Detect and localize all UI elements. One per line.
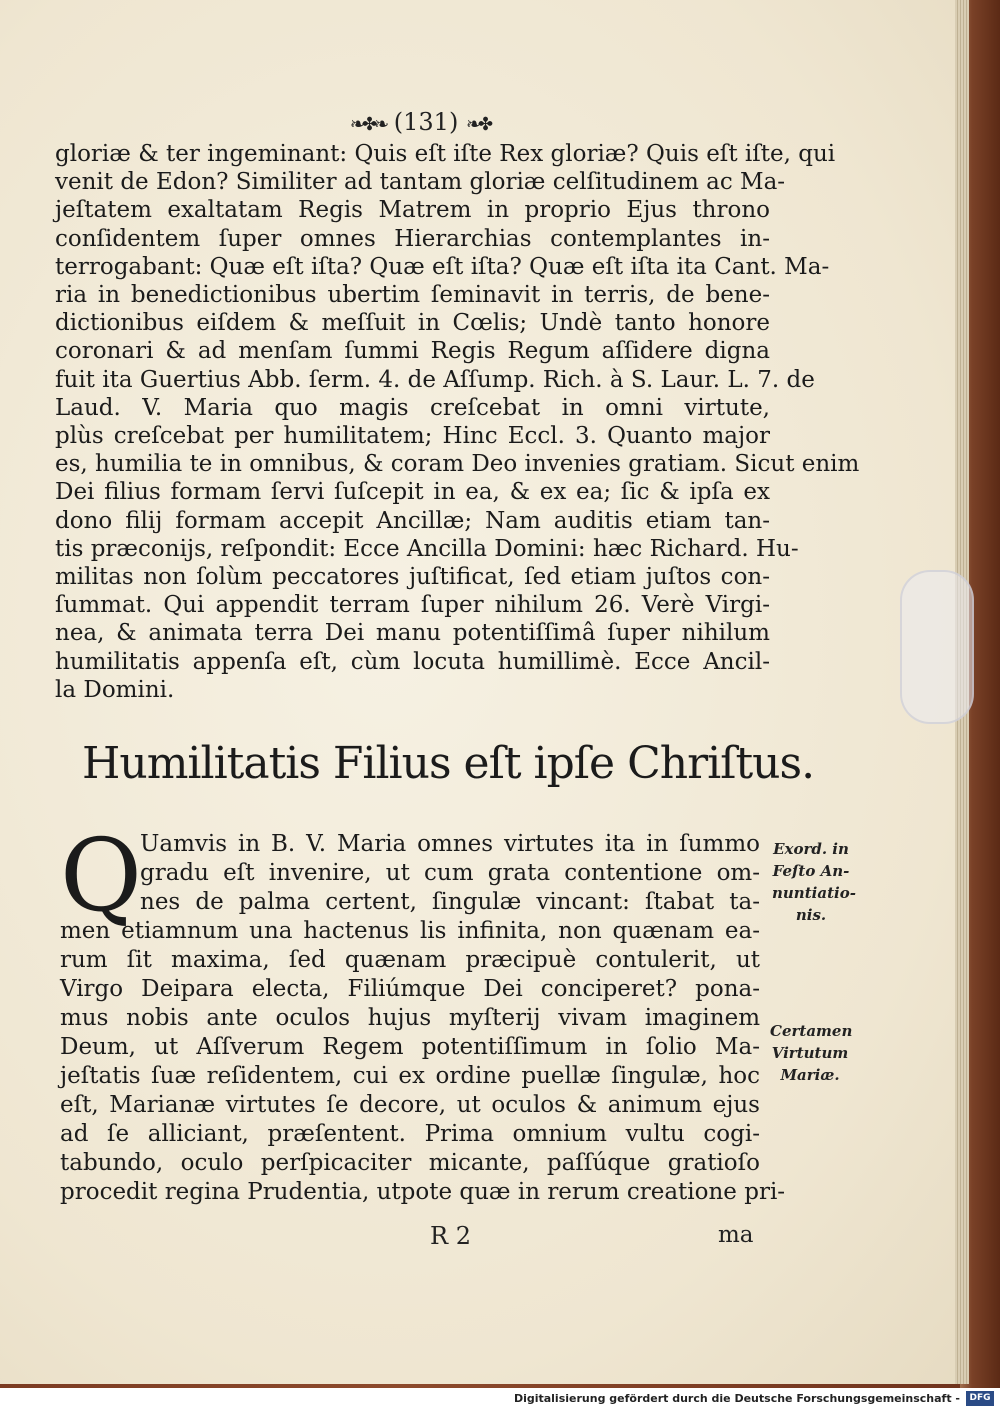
text-line: nes de palma certent, ſingulæ vincant: ſtabat ta- xyxy=(140,889,760,915)
ornament-left-icon: ❧✤❧ xyxy=(349,114,387,135)
text-line: militas non ſolùm peccatores juſtificat, ſed etiam juſtos con- xyxy=(55,564,770,591)
text-line: eſt, Marianæ virtutes ſe decore, ut oculos & animum ejus xyxy=(60,1092,760,1118)
text-line: procedit regina Prudentia, utpote quæ in rerum creatione pri- xyxy=(60,1179,786,1205)
text-line: conſidentem ſuper omnes Hierarchias contemplantes in- xyxy=(55,225,770,252)
text-line: dictionibus eiſdem & meſſuit in Cœlis; Undè tanto honore xyxy=(55,310,770,337)
text-line: Uamvis in B. V. Maria omnes virtutes ita in ſummo xyxy=(140,831,760,857)
text-line: rum ſit maxima, ſed quænam præcipuè contulerit, ut xyxy=(60,947,760,973)
catchword: ma xyxy=(718,1222,754,1248)
text-line: gloriæ & ter ingeminant: Quis eſt iſte Rex gloriæ? Quis eſt iſte, qui xyxy=(55,141,836,167)
text-line: venit de Edon? Similiter ad tantam gloriæ celſitudinem ac Ma- xyxy=(55,169,786,196)
text-line: Deum, ut Aſſverum Regem potentiſſimum in ſolio Ma- xyxy=(60,1034,760,1060)
text-line: fuit ita Guertius Abb. ſerm. 4. de Aſſump. Rich. à S. Laur. L. 7. de xyxy=(55,366,815,393)
text-line: humilitatis appenſa eſt, cùm locuta humillimè. Ecce Ancil- xyxy=(55,648,770,675)
margin-note-line: Feſto An- xyxy=(772,862,850,880)
page-header xyxy=(300,108,540,142)
text-line: men etiamnum una hactenus lis infinita, non quænam ea- xyxy=(60,918,760,944)
text-line: la Domini. xyxy=(55,676,175,703)
text-line: coronari & ad menſam ſummi Regis Regum aſſidere digna xyxy=(55,338,770,365)
margin-note-line: Virtutum xyxy=(771,1044,849,1062)
text-line: Dei filius formam ſervi ſuſcepit in ea, & ex ea; ſic & ipſa ex xyxy=(55,479,770,506)
text-line: Virgo Deipara electa, Filiúmque Dei conciperet? pona- xyxy=(60,976,760,1002)
margin-note-line: Exord. in xyxy=(773,840,849,858)
margin-note-line: Mariæ. xyxy=(780,1066,840,1084)
clip-tab xyxy=(900,570,974,724)
text-line: tabundo, oculo perſpicaciter micante, paſſúque gratioſo xyxy=(60,1150,760,1176)
text-line: terrogabant: Quæ eſt iſta? Quæ eſt iſta? Quæ eſt iſta ita Cant. Ma- xyxy=(55,253,830,280)
text-line: ria in benedictionibus ubertim ſeminavit in terris, de bene- xyxy=(55,282,770,309)
text-line: ſummat. Qui appendit terram ſuper nihilum 26. Verè Virgi- xyxy=(55,592,770,619)
text-line: gradu eſt invenire, ut cum grata contentione om- xyxy=(140,860,760,886)
footer-bar xyxy=(0,1388,1000,1412)
page-number: (131) xyxy=(393,108,459,136)
text-line: jeſtatem exaltatam Regis Matrem in proprio Ejus throno xyxy=(55,197,770,224)
text-line: es, humilia te in omnibus, & coram Deo invenies gratiam. Sicut enim xyxy=(55,451,860,478)
margin-note-exordium xyxy=(772,838,856,926)
body-paragraph xyxy=(55,140,860,704)
section-heading: Humilitatis Filius eſt ipſe Chriſtus. xyxy=(82,738,815,789)
ornament-right-icon: ❧✤ xyxy=(465,114,491,135)
text-line: nea, & animata terra Dei manu potentiſſimâ ſuper nihilum xyxy=(55,620,770,647)
drop-capital: Q xyxy=(60,817,142,934)
signature-mark: R 2 xyxy=(430,1222,471,1250)
text-line: dono filij formam accepit Ancillæ; Nam auditis etiam tan- xyxy=(55,507,770,534)
margin-note-line: nis. xyxy=(795,906,827,924)
section-paragraph xyxy=(60,830,786,1207)
text-line: ad ſe alliciant, præſentent. Prima omnium vultu cogi- xyxy=(60,1121,760,1147)
dfg-logo: DFG xyxy=(966,1391,994,1406)
text-line: Laud. V. Maria quo magis creſcebat in omni virtute, xyxy=(55,394,770,421)
margin-note-line: Certamen xyxy=(770,1022,853,1040)
footer-credit: Digitalisierung gefördert durch die Deutsche Forschungsgemeinschaft - xyxy=(513,1392,960,1405)
text-line: plùs creſcebat per humilitatem; Hinc Eccl. 3. Quanto major xyxy=(55,423,770,450)
text-line: jeſtatis ſuæ reſidentem, cui ex ordine puellæ ſingulæ, hoc xyxy=(60,1063,760,1089)
text-line: tis præconijs, reſpondit: Ecce Ancilla Domini: hæc Richard. Hu- xyxy=(55,535,799,562)
text-line: mus nobis ante oculos hujus myſterij vivam imaginem xyxy=(60,1005,760,1031)
margin-note-certamen xyxy=(770,1020,853,1086)
margin-note-line: nuntiatio- xyxy=(772,884,856,902)
